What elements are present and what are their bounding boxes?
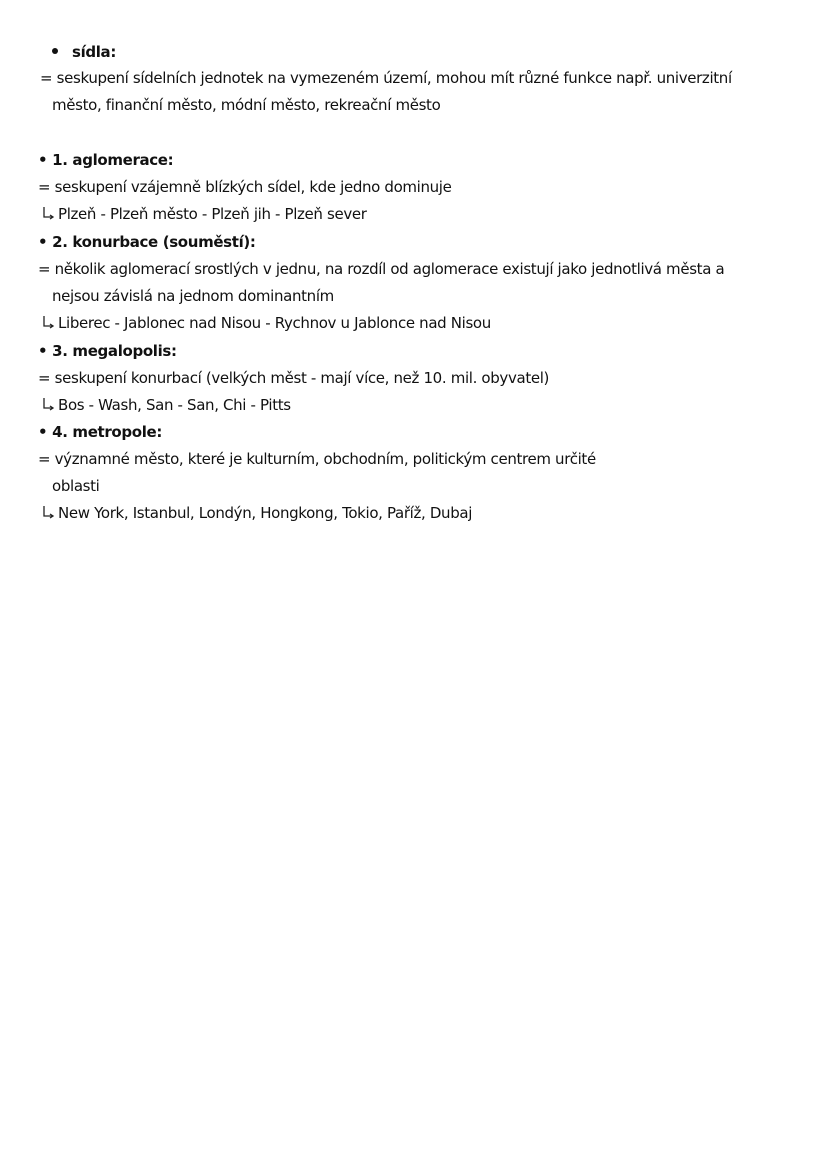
sidla-heading-line [52, 42, 116, 64]
section-heading-text: 1. aglomerace: [52, 151, 174, 169]
section-definition: = seskupení vzájemně blízkých sídel, kde jedno dominuje [38, 178, 452, 196]
section-example-text: Liberec - Jablonec nad Nisou - Rychnov u Jablonce nad Nisou [58, 314, 491, 332]
section-example-text: Plzeň - Plzeň město - Plzeň jih - Plzeň sever [58, 205, 367, 223]
section-heading-text: 2. konurbace (souměstí): [52, 233, 256, 251]
section-definition-line-1: = několik aglomerací srostlých v jednu, na rozdíl od aglomerace existují jako jednotlivá města a [38, 260, 725, 278]
sidla-heading: sídla: [72, 43, 116, 61]
bullet-dot-icon [52, 48, 58, 54]
section-heading-text: 4. metropole: [52, 423, 162, 441]
section-example-text: Bos - Wash, San - San, Chi - Pitts [58, 396, 291, 414]
section-heading-megalopolis [38, 341, 177, 363]
section-example-text: New York, Istanbul, Londýn, Hongkong, Tokio, Paříž, Dubaj [58, 504, 473, 522]
bullet-icon: • [38, 233, 48, 251]
section-example [42, 204, 367, 226]
section-heading-konurbace [38, 232, 256, 254]
section-heading-metropole [38, 422, 162, 444]
section-definition-line-2: oblasti [52, 477, 100, 495]
bullet-icon: • [38, 342, 48, 360]
section-heading-aglomerace [38, 150, 173, 172]
section-definition: = seskupení konurbací (velkých měst - mají více, než 10. mil. obyvatel) [38, 369, 550, 387]
section-example [42, 313, 491, 335]
sidla-definition-line-1: = seskupení sídelních jednotek na vymezeném území, mohou mít různé funkce např. univerzitní [40, 69, 732, 87]
section-definition-line-1: = významné město, které je kulturním, obchodním, politickým centrem určité [38, 450, 596, 468]
bullet-icon: • [38, 423, 48, 441]
bullet-icon: • [38, 151, 48, 169]
section-definition-line-2: nejsou závislá na jednom dominantním [52, 287, 334, 305]
section-example [42, 503, 472, 525]
sidla-definition-line-2: město, finanční město, módní město, rekreační město [52, 96, 441, 114]
section-example [42, 395, 291, 417]
section-heading-text: 3. megalopolis: [52, 342, 177, 360]
